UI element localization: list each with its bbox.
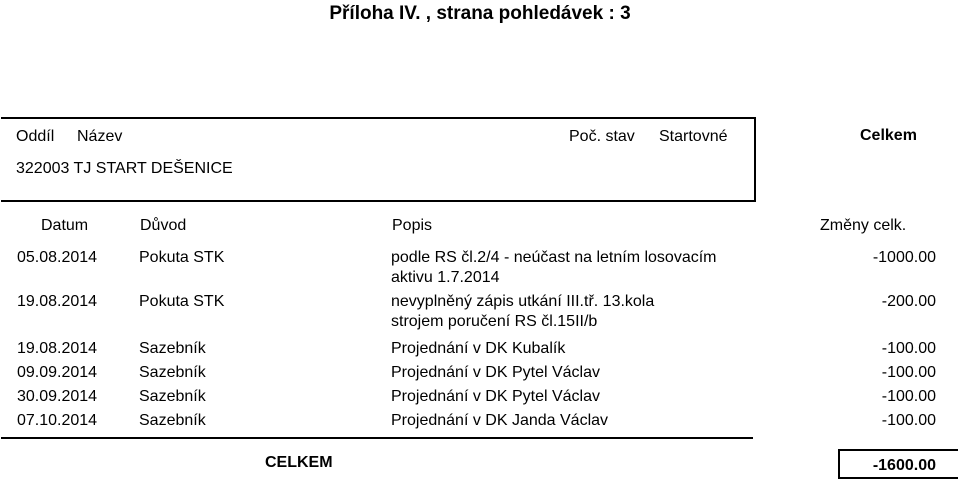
club-name: 322003 TJ START DEŠENICE [16,160,233,177]
row-amount: -100.00 [881,412,936,429]
row-amount: -100.00 [881,388,936,405]
row-amount: -100.00 [881,340,936,357]
row-date: 19.08.2014 [17,293,98,310]
zmeny-column-header: Změny celk. [820,217,907,234]
datum-column-header: Datum [41,217,89,234]
popis-column-header: Popis [392,217,433,234]
row-description: podle RS čl.2/4 - neúčast na letním losovacím aktivu 1.7.2014 [391,249,717,286]
page-title: Příloha IV. , strana pohledávek : 3 [329,3,631,24]
row-description: Projednání v DK Kubalík [391,340,566,357]
celkem-header: Celkem [860,127,917,144]
row-reason: Pokuta STK [139,249,225,266]
startovne-header: Startovné [659,128,728,145]
total-value: -1600.00 [872,457,936,474]
row-date: 30.09.2014 [17,388,98,405]
row-date: 09.09.2014 [17,364,98,381]
row-reason: Sazebník [139,340,206,357]
total-label: CELKEM [265,454,333,471]
row-date: 19.08.2014 [17,340,98,357]
row-amount: -100.00 [881,364,936,381]
row-reason: Sazebník [139,364,206,381]
poc-stav-header: Poč. stav [569,128,635,145]
nazev-header: Název [77,128,123,145]
club-header-box [1,117,756,202]
table-bottom-rule [1,437,753,439]
oddil-header: Oddíl [16,128,55,145]
row-amount: -1000.00 [872,249,936,266]
row-date: 07.10.2014 [17,412,98,429]
row-description: Projednání v DK Janda Václav [391,412,609,429]
row-amount: -200.00 [881,293,936,310]
total-box [838,449,958,479]
duvod-column-header: Důvod [140,217,187,234]
row-reason: Pokuta STK [139,293,225,310]
row-description: Projednání v DK Pytel Václav [391,388,600,405]
row-description: nevyplněný zápis utkání III.tř. 13.kola strojem poručení RS čl.15II/b [391,293,655,330]
row-reason: Sazebník [139,412,206,429]
row-date: 05.08.2014 [17,249,98,266]
row-description: Projednání v DK Pytel Václav [391,364,600,381]
row-reason: Sazebník [139,388,206,405]
